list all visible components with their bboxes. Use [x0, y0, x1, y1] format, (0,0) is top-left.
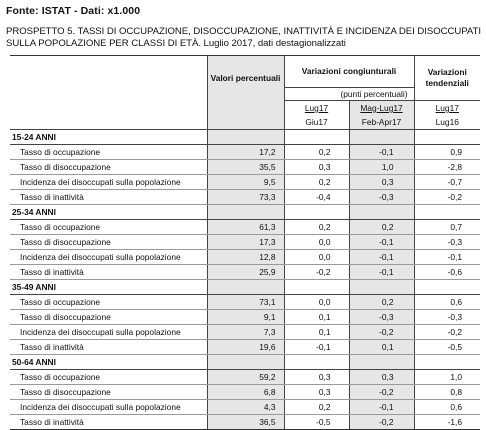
section-spacer [414, 355, 480, 370]
row-var-lug17-giu17: 0,2 [284, 400, 349, 415]
row-value: 12,8 [207, 250, 284, 265]
section-spacer [349, 280, 414, 295]
row-value: 61,3 [207, 220, 284, 235]
row-value: 17,2 [207, 145, 284, 160]
row-var-lug17-giu17: 0,3 [284, 370, 349, 385]
row-var-lug17-lug16: -0,2 [414, 190, 480, 205]
row-var-maglug17-febapr17: -0,2 [349, 385, 414, 400]
header-col-c-bottom: Lug16 [414, 115, 480, 130]
row-var-maglug17-febapr17: -0,1 [349, 145, 414, 160]
row-value: 36,5 [207, 415, 284, 430]
row-label: Tasso di occupazione [10, 145, 207, 160]
row-var-maglug17-febapr17: 0,2 [349, 295, 414, 310]
row-var-maglug17-febapr17: -0,2 [349, 325, 414, 340]
row-var-maglug17-febapr17: 0,1 [349, 340, 414, 355]
row-value: 4,3 [207, 400, 284, 415]
row-var-maglug17-febapr17: -0,1 [349, 265, 414, 280]
section-spacer [284, 130, 349, 145]
section-header-row [10, 130, 480, 145]
row-var-maglug17-febapr17: 1,0 [349, 160, 414, 175]
section-spacer [349, 355, 414, 370]
row-var-lug17-giu17: 0,1 [284, 325, 349, 340]
header-col-b-bottom: Feb-Apr17 [349, 115, 414, 130]
row-var-maglug17-febapr17: -0,3 [349, 310, 414, 325]
row-label: Incidenza dei disoccupati sulla popolazione [10, 400, 207, 415]
table-row [10, 295, 480, 310]
row-var-maglug17-febapr17: -0,1 [349, 235, 414, 250]
row-value: 9,5 [207, 175, 284, 190]
row-var-lug17-giu17: 0,2 [284, 175, 349, 190]
row-var-maglug17-febapr17: -0,3 [349, 190, 414, 205]
header-punti-percentuali: (punti percentuali) [284, 88, 414, 101]
section-spacer [284, 355, 349, 370]
section-value-spacer [207, 280, 284, 295]
section-heading: 15-24 ANNI [10, 130, 207, 145]
section-heading: 25-34 ANNI [10, 205, 207, 220]
row-label: Incidenza dei disoccupati sulla popolazione [10, 250, 207, 265]
row-var-lug17-giu17: 0,0 [284, 235, 349, 250]
row-var-lug17-giu17: -0,5 [284, 415, 349, 430]
header-empty-shade [207, 101, 284, 116]
row-var-lug17-giu17: 0,0 [284, 295, 349, 310]
row-label: Tasso di occupazione [10, 370, 207, 385]
section-value-spacer [207, 130, 284, 145]
row-label: Tasso di inattività [10, 415, 207, 430]
row-var-lug17-lug16: -0,7 [414, 175, 480, 190]
header-empty-cell [10, 101, 207, 116]
row-value: 73,3 [207, 190, 284, 205]
row-var-lug17-lug16: -0,2 [414, 325, 480, 340]
row-var-lug17-giu17: 0,3 [284, 160, 349, 175]
row-label: Tasso di disoccupazione [10, 385, 207, 400]
row-var-lug17-lug16: -1,6 [414, 415, 480, 430]
row-label: Tasso di disoccupazione [10, 235, 207, 250]
header-empty-cell [10, 56, 207, 88]
section-spacer [284, 205, 349, 220]
row-var-lug17-lug16: -0,3 [414, 235, 480, 250]
title-line-2: SULLA POPOLAZIONE PER CLASSI DI ETÀ. Luglio 2017, dati destagionalizzati [6, 38, 346, 49]
section-header-row [10, 280, 480, 295]
section-value-spacer [207, 205, 284, 220]
section-header-row [10, 355, 480, 370]
row-value: 25,9 [207, 265, 284, 280]
header-col-a-top: Lug17 [284, 101, 349, 116]
header-empty-cell [10, 115, 207, 130]
row-var-lug17-lug16: -0,1 [414, 250, 480, 265]
row-var-lug17-lug16: -0,5 [414, 340, 480, 355]
row-var-lug17-lug16: 0,9 [414, 145, 480, 160]
row-var-maglug17-febapr17: 0,3 [349, 175, 414, 190]
row-var-lug17-giu17: 0,1 [284, 310, 349, 325]
header-col-b-top: Mag-Lug17 [349, 101, 414, 116]
row-var-lug17-lug16: -0,6 [414, 265, 480, 280]
table-row [10, 400, 480, 415]
table-row [10, 250, 480, 265]
row-var-maglug17-febapr17: 0,2 [349, 220, 414, 235]
table-row [10, 415, 480, 430]
table-row [10, 145, 480, 160]
row-label: Incidenza dei disoccupati sulla popolazione [10, 175, 207, 190]
row-value: 73,1 [207, 295, 284, 310]
row-value: 7,3 [207, 325, 284, 340]
row-var-lug17-giu17: -0,4 [284, 190, 349, 205]
data-table [10, 55, 480, 430]
row-label: Tasso di inattività [10, 340, 207, 355]
row-label: Tasso di inattività [10, 190, 207, 205]
table-title [6, 26, 482, 50]
header-values: Valori percentuali [207, 56, 284, 101]
row-var-maglug17-febapr17: 0,3 [349, 370, 414, 385]
row-label: Tasso di occupazione [10, 295, 207, 310]
table-body [10, 130, 480, 430]
row-var-lug17-giu17: 0,3 [284, 385, 349, 400]
section-value-spacer [207, 355, 284, 370]
row-value: 19,6 [207, 340, 284, 355]
row-value: 35,5 [207, 160, 284, 175]
table-row [10, 370, 480, 385]
row-label: Tasso di disoccupazione [10, 160, 207, 175]
row-label: Tasso di inattività [10, 265, 207, 280]
row-var-lug17-lug16: 0,6 [414, 295, 480, 310]
row-var-lug17-lug16: 1,0 [414, 370, 480, 385]
table-row [10, 235, 480, 250]
row-var-lug17-giu17: -0,2 [284, 265, 349, 280]
row-var-lug17-lug16: 0,7 [414, 220, 480, 235]
title-line-1: PROSPETTO 5. TASSI DI OCCUPAZIONE, DISOCCUPAZIONE, INATTIVITÀ E INCIDENZA DEI DISOCCUPATI [6, 26, 481, 37]
row-label: Tasso di disoccupazione [10, 310, 207, 325]
table-row [10, 385, 480, 400]
row-label: Incidenza dei disoccupati sulla popolazione [10, 325, 207, 340]
header-empty-shade [207, 115, 284, 130]
section-spacer [349, 205, 414, 220]
row-value: 17,3 [207, 235, 284, 250]
table-row [10, 220, 480, 235]
row-var-maglug17-febapr17: -0,1 [349, 400, 414, 415]
header-tendenziali: Variazioni tendenziali [414, 56, 480, 101]
header-col-a-bottom: Giu17 [284, 115, 349, 130]
row-var-lug17-lug16: -2,8 [414, 160, 480, 175]
row-var-maglug17-febapr17: -0,1 [349, 250, 414, 265]
header-congiunturali: Variazioni congiunturali [284, 56, 414, 88]
table-row [10, 160, 480, 175]
row-var-lug17-giu17: -0,1 [284, 340, 349, 355]
header-col-c-top: Lug17 [414, 101, 480, 116]
row-var-lug17-giu17: 0,0 [284, 250, 349, 265]
section-heading: 50-64 ANNI [10, 355, 207, 370]
table-row [10, 310, 480, 325]
table-row [10, 340, 480, 355]
section-heading: 35-49 ANNI [10, 280, 207, 295]
row-value: 9,1 [207, 310, 284, 325]
row-var-lug17-giu17: 0,2 [284, 220, 349, 235]
row-value: 6,8 [207, 385, 284, 400]
section-spacer [414, 130, 480, 145]
section-header-row [10, 205, 480, 220]
row-value: 59,2 [207, 370, 284, 385]
source-line: Fonte: ISTAT - Dati: x1.000 [6, 5, 141, 17]
section-spacer [284, 280, 349, 295]
section-spacer [349, 130, 414, 145]
table-row [10, 175, 480, 190]
section-spacer [414, 280, 480, 295]
row-var-lug17-lug16: -0,3 [414, 310, 480, 325]
section-spacer [414, 205, 480, 220]
row-var-lug17-lug16: 0,8 [414, 385, 480, 400]
table-row [10, 265, 480, 280]
row-var-maglug17-febapr17: -0,2 [349, 415, 414, 430]
row-var-lug17-giu17: 0,2 [284, 145, 349, 160]
table-row [10, 190, 480, 205]
header-empty-cell [10, 88, 207, 101]
row-var-lug17-lug16: 0,6 [414, 400, 480, 415]
table-row [10, 325, 480, 340]
row-label: Tasso di occupazione [10, 220, 207, 235]
